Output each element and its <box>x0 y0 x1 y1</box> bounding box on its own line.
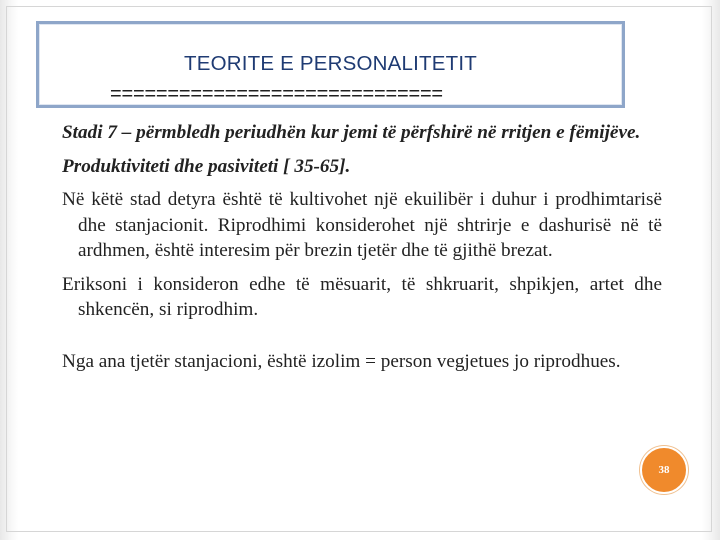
title-underline-rule: ============================= <box>110 83 443 105</box>
paragraph-stage-task: Në këtë stad detyra është të kultivohet një ekuilibër i duhur i prodhimtarisë dhe stanjacionit. Riprodhimi konsiderohet një shtrirje e dashurisë në të ardhmen, është interesim për brezin tjetër dhe të gjithë brezat. <box>62 189 662 261</box>
paragraph-stage-heading: Produktiviteti dhe pasiviteti [ 35-65]. <box>62 155 351 177</box>
paragraph-stage-7: Stadi 7 – përmbledh periudhën kur jemi të përfshirë në rritjen e fëmijëve. <box>62 122 641 143</box>
page-number-badge: 38 <box>640 446 688 494</box>
slide-content <box>62 120 662 382</box>
paragraph-stagnation: Nga ana tjetër stanjacioni, është izolim = person vegjetues jo riprodhues. <box>62 350 621 372</box>
paragraph-erikson: Eriksoni i konsideron edhe të mësuarit, të shkruarit, shpikjen, artet dhe shkencën, si riprodhim. <box>62 273 662 320</box>
slide-title: TEORITE E PERSONALITETIT <box>184 52 477 75</box>
